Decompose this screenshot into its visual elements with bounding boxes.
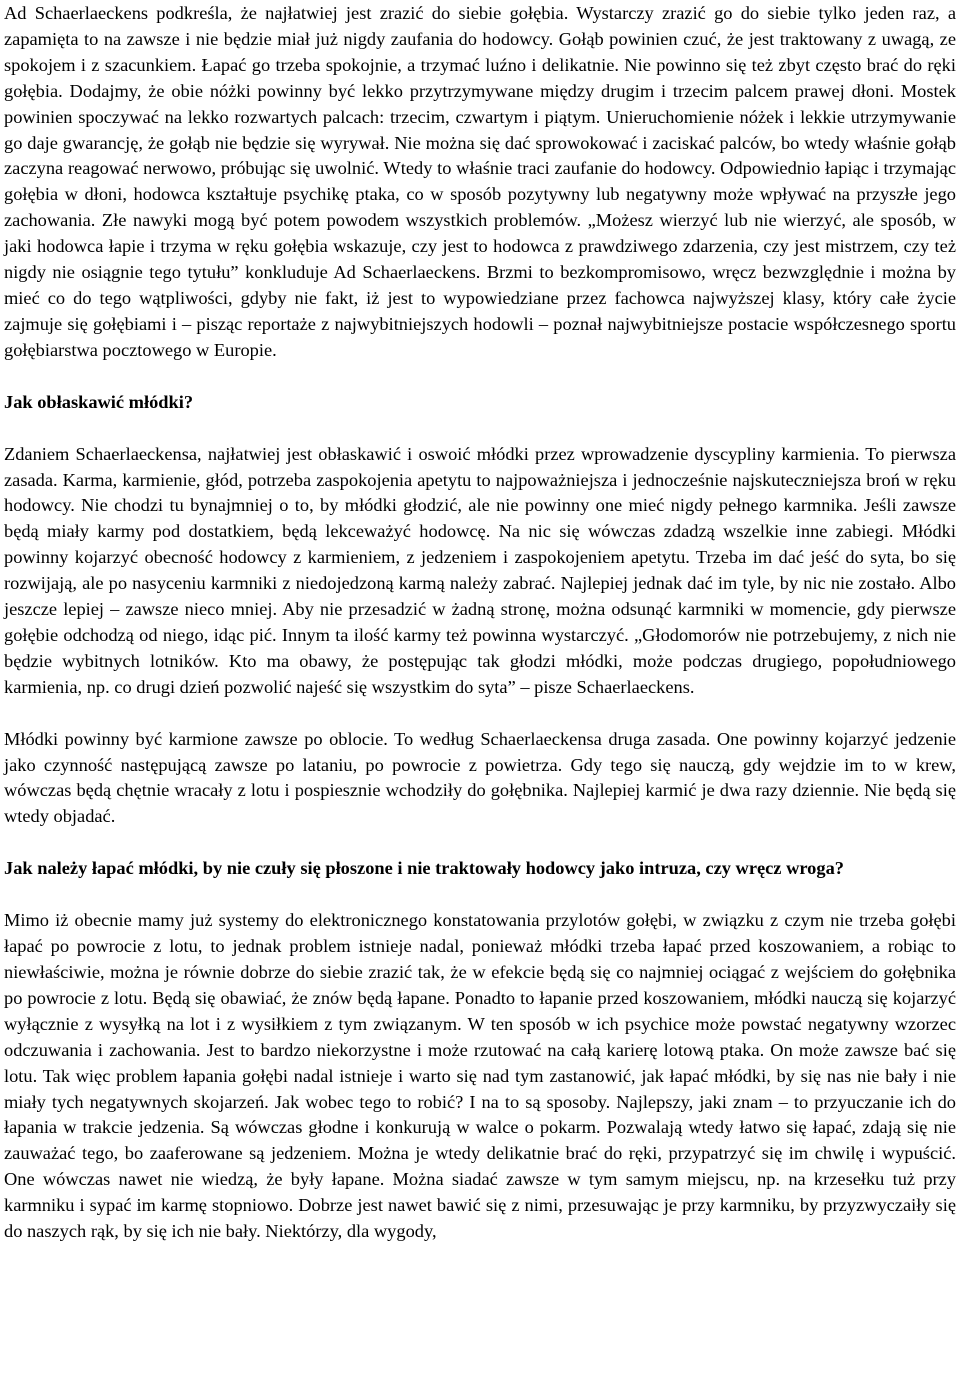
- paragraph-handling-pigeons: Ad Schaerlaeckens podkreśla, że najłatwiej jest zrazić do siebie gołębia. Wystarczy zrazić go do siebie tylko jeden raz, a zapamięta to na zawsze i nie będzie miał już nigdy zaufania do hodowcy. Gołąb powinien czuć, że jest traktowany z uwagą, ze spokojem i z szacunkiem. Łapać go trzeba spokojnie, a trzymać luźno i delikatnie. Nie powinno się też zbyt często brać do ręki gołębia. Dodajmy, że obie nóżki powinny być lekko przytrzymywane między drugim i trzecim palcem prawej dłoni. Mostek powinien spoczywać na lekko rozwartych palcach: trzecim, czwartym i piątym. Unieruchomienie nóżek i lekkie utrzymywanie go daje gwarancję, że gołąb nie będzie się wyrywał. Nie można się dać sprowokować i zaciskać palców, bo wtedy właśnie gołąb zaczyna reagować nerwowo, próbując się uwolnić. Wtedy to właśnie traci zaufanie do hodowcy. Odpowiednio łapiąc i trzymając gołębia w dłoni, hodowca kształtuje psychikę ptaka, co w sposób pozytywny lub negatywny może wpływać na przyszłe jego zachowania. Złe nawyki mogą być potem powodem wszystkich problemów. „Możesz wierzyć lub nie wierzyć, ale sposób, w jaki hodowca łapie i trzyma w ręku gołębia wskazuje, czy jest to hodowca z prawdziwego zdarzenia, czy jest mistrzem, czy też nigdy nie osiągnie tego tytułu” konkluduje Ad Schaerlaeckens. Brzmi to bezkompromisowo, wręcz bezwzględnie i można by mieć co do tego wątpliwości, gdyby nie fakt, iż jest to wypowiedziane przez fachowca najwyższej klasy, który całe życie zajmuje się gołębiami i ‒ pisząc reportaże z najwybitniejszych hodowli ‒ poznał najwybitniejsze postacie współczesnego sportu gołębiarstwa pocztowego w Europie.: [4, 3, 956, 360]
- heading-taming-youngsters: Jak obłaskawić młódki?: [4, 391, 194, 412]
- heading-catching-youngsters: Jak należy łapać młódki, by nie czuły się płoszone i nie traktowały hodowcy jako intruza, czy wręcz wroga?: [4, 858, 844, 879]
- paragraph-feeding-after-flight: Młódki powinny być karmione zawsze po oblocie. To według Schaerlaeckensa druga zasada. One powinny kojarzyć jedzenie jako czynność następującą zawsze po lataniu, po powrocie z powietrza. Gdy tego się nauczą, gdy wejdzie im to w krew, wówczas będą chętnie wracały z lotu i pospiesznie wchodziły do gołębnika. Najlepiej karmić je dwa razy dziennie. Nie będą się wtedy objadać.: [4, 728, 956, 827]
- paragraph-feeding-discipline: Zdaniem Schaerlaeckensa, najłatwiej jest obłaskawić i oswoić młódki przez wprowadzenie dyscypliny karmienia. To pierwsza zasada. Karma, karmienie, głód, potrzeba zaspokojenia apetytu to najpoważniejsza i jednocześnie najskuteczniejsza broń w ręku hodowcy. Nie chodzi tu bynajmniej o to, by młódki głodzić, ale nie powinny one mieć nigdy pełnego karmnika. Jeśli zawsze będą miały karmy pod dostatkiem, będą lekceważyć hodowcę. Na nic się wówczas zdadzą wszelkie inne zabiegi. Młódki powinny kojarzyć obecność hodowcy z karmieniem, z jedzeniem i zaspokojeniem apetytu. Trzeba im dać jeść do syta, bo się rozwijają, ale po nasyceniu karmniki z niedojedzoną karmą należy zabrać. Najlepiej jednak dać im tyle, by nic nie zostało. Albo jeszcze lepiej ‒ zawsze nieco mniej. Aby nie przesadzić w żadną stronę, można odsunąć karmniki w momencie, gdy pierwsze gołębie odchodzą od niego, idąc pić. Innym ta ilość karmy też powinna wystarczyć. „Głodomorów nie potrzebujemy, z nich nie będzie wybitnych lotników. Kto ma obawy, że postępując tak głodzi młódki, może podczas drugiego, popołudniowego karmienia, np. co drugi dzień pozwolić najeść się wszystkim do syta” ‒ pisze Schaerlaeckens.: [4, 443, 956, 697]
- paragraph-catching-methods: Mimo iż obecnie mamy już systemy do elektronicznego konstatowania przylotów gołębi, w związku z czym nie trzeba gołębi łapać po powrocie z lotu, to jednak problem istnieje nadal, ponieważ młódki trzeba łapać przed koszowaniem, a robiąc to niewłaściwie, można je równie dobrze do siebie zrazić tak, że w efekcie będą się co najmniej ociągać z wejściem do gołębnika po powrocie z lotu. Będą się obawiać, że znów będą łapane. Ponadto to łapanie przed koszowaniem, młódki nauczą się kojarzyć wyłącznie z wysyłką na lot i z wysiłkiem z tym związanym. W ten sposób w ich psychice może powstać negatywny wzorzec odczuwania i zachowania. Jest to bardzo niekorzystne i może rzutować na całą karierę lotową ptaka. On może zawsze bać się lotu. Tak więc problem łapania gołębi nadal istnieje i warto się nad tym zastanowić, jak łapać młódki, by się nas nie bały i nie miały tych negatywnych skojarzeń. Jak wobec tego to robić? I na to są sposoby. Najlepszy, jaki znam ‒ to przyuczanie ich do łapania w trakcie jedzenia. Są wówczas głodne i konkurują w walce o pokarm. Pozwalają wtedy łatwo się łapać, zdają się nie zauważać tego, bo zaaferowane są jedzeniem. Można je wtedy delikatnie brać do ręki, przypatrzyć się im chwilę i wypuścić. One wówczas nawet nie wiedzą, że były łapane. Można siadać zawsze w tym samym miejscu, np. na krzesełku tuż przy karmniku i sypać im karmę stopniowo. Dobrze jest nawet bawić się z nimi, przesuwając je przy karmniku, by przyzwyczaiły się do naszych rąk, by się ich nie bały. Niektórzy, dla wygody,: [4, 910, 956, 1242]
